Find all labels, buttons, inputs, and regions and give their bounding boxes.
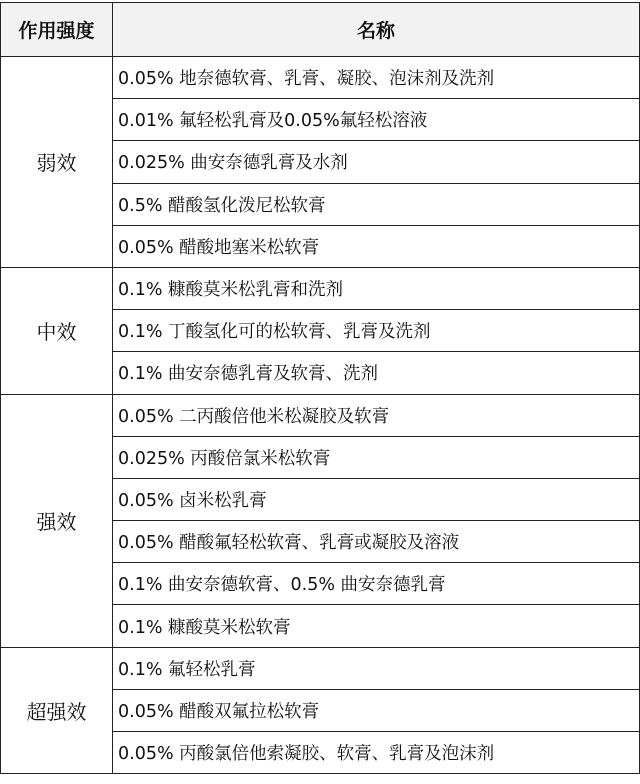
table-body [1, 57, 640, 774]
potency-category: 中效 [1, 267, 113, 394]
medication-name: 0.05% 丙酸氯倍他索凝胶、软膏、乳膏及泡沫剂 [113, 732, 640, 774]
table-row [1, 394, 640, 436]
medication-name: 0.01% 氟轻松乳膏及0.05%氟轻松溶液 [113, 99, 640, 141]
potency-category: 强效 [1, 394, 113, 647]
potency-category: 弱效 [1, 57, 113, 268]
table-header [1, 3, 640, 57]
table-row [1, 647, 640, 689]
medication-name: 0.1% 丁酸氢化可的松软膏、乳膏及洗剂 [113, 310, 640, 352]
medication-name: 0.05% 卤米松乳膏 [113, 478, 640, 520]
medication-name: 0.05% 醋酸氟轻松软膏、乳膏或凝胶及溶液 [113, 521, 640, 563]
header-potency: 作用强度 [1, 3, 113, 57]
medication-name: 0.1% 曲安奈德软膏、0.5% 曲安奈德乳膏 [113, 563, 640, 605]
medication-name: 0.025% 曲安奈德乳膏及水剂 [113, 141, 640, 183]
medication-name: 0.05% 二丙酸倍他米松凝胶及软膏 [113, 394, 640, 436]
medication-name: 0.1% 氟轻松乳膏 [113, 647, 640, 689]
medication-name: 0.1% 糠酸莫米松乳膏和洗剂 [113, 267, 640, 309]
table-row [1, 267, 640, 309]
medication-name: 0.5% 醋酸氢化泼尼松软膏 [113, 183, 640, 225]
medication-name: 0.1% 曲安奈德乳膏及软膏、洗剂 [113, 352, 640, 394]
medication-name: 0.05% 醋酸地塞米松软膏 [113, 225, 640, 267]
medication-name: 0.025% 丙酸倍氯米松软膏 [113, 436, 640, 478]
medication-name: 0.05% 醋酸双氟拉松软膏 [113, 689, 640, 731]
table-row [1, 57, 640, 99]
medication-name: 0.1% 糠酸莫米松软膏 [113, 605, 640, 647]
steroid-potency-table [0, 2, 640, 774]
medication-name: 0.05% 地奈德软膏、乳膏、凝胶、泡沫剂及洗剂 [113, 57, 640, 99]
header-name: 名称 [113, 3, 640, 57]
potency-category: 超强效 [1, 647, 113, 774]
header-row [1, 3, 640, 57]
